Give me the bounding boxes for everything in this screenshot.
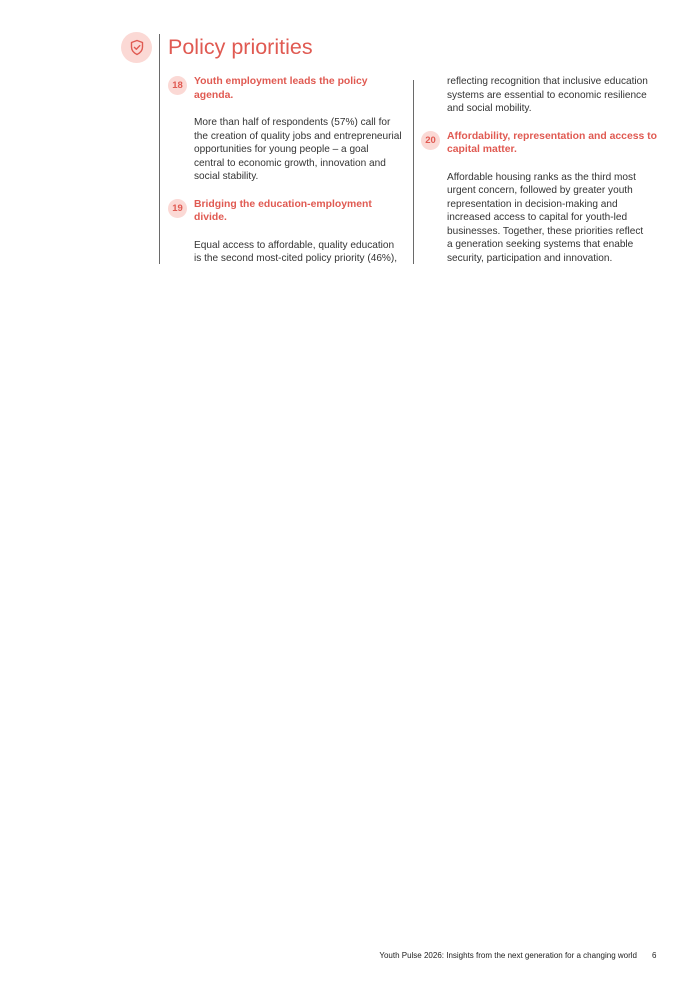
item-heading [194, 198, 408, 225]
body-line: and social mobility. [447, 103, 532, 114]
footer-title: Youth Pulse 2026: Insights from the next generation for a changing world [379, 951, 637, 960]
body-line: Affordable housing ranks as the third most [447, 171, 636, 183]
item-body [194, 116, 408, 184]
heading-line: capital matter. [447, 144, 517, 155]
heading-line: divide. [194, 212, 227, 223]
page-title: Policy priorities [168, 35, 313, 59]
body-line: More than half of respondents (57%) call for [194, 117, 391, 128]
body-line: Equal access to affordable, quality education [194, 239, 395, 251]
item-number-badge: 19 [168, 199, 187, 218]
item-20-head [421, 130, 661, 157]
item-number-badge: 18 [168, 76, 187, 95]
item-body [194, 239, 408, 266]
right-column [421, 75, 661, 265]
body-line: security, participation and innovation. [447, 252, 613, 264]
body-line: urgent concern, followed by greater youth [447, 185, 633, 196]
heading-line: Bridging the education-employment [194, 198, 372, 210]
item-18-head [168, 75, 408, 102]
heading-line: agenda. [194, 89, 234, 101]
item-body-continued [447, 75, 661, 116]
body-line: central to economic growth, innovation and [194, 157, 386, 169]
body-line: representation in decision-making and [447, 198, 618, 210]
item-number-badge: 20 [421, 131, 440, 150]
shield-check-icon [129, 39, 145, 56]
item-body [447, 171, 661, 266]
body-line: social stability. [194, 171, 259, 182]
body-line: reflecting recognition that inclusive education [447, 76, 648, 87]
body-line: increased access to capital for youth-led [447, 212, 628, 223]
body-line: opportunities for young people – a goal [194, 144, 369, 155]
item-heading [194, 75, 408, 102]
body-line: is the second most-cited policy priority (46%), [194, 253, 398, 264]
body-line: a generation seeking systems that enable [447, 239, 634, 250]
left-column [168, 75, 408, 266]
heading-line: Affordability, representation and access to [447, 130, 657, 142]
body-line: systems are essential to economic resilience [447, 89, 647, 101]
column-divider [413, 80, 414, 264]
item-19-head [168, 198, 408, 225]
body-line: the creation of quality jobs and entrepreneurial [194, 130, 402, 142]
left-divider [159, 34, 160, 264]
section-icon-badge [121, 32, 152, 63]
page-number: 6 [652, 951, 657, 960]
body-line: businesses. Together, these priorities reflect [447, 225, 644, 237]
heading-line: Youth employment leads the policy [194, 76, 368, 87]
item-heading [447, 130, 661, 157]
